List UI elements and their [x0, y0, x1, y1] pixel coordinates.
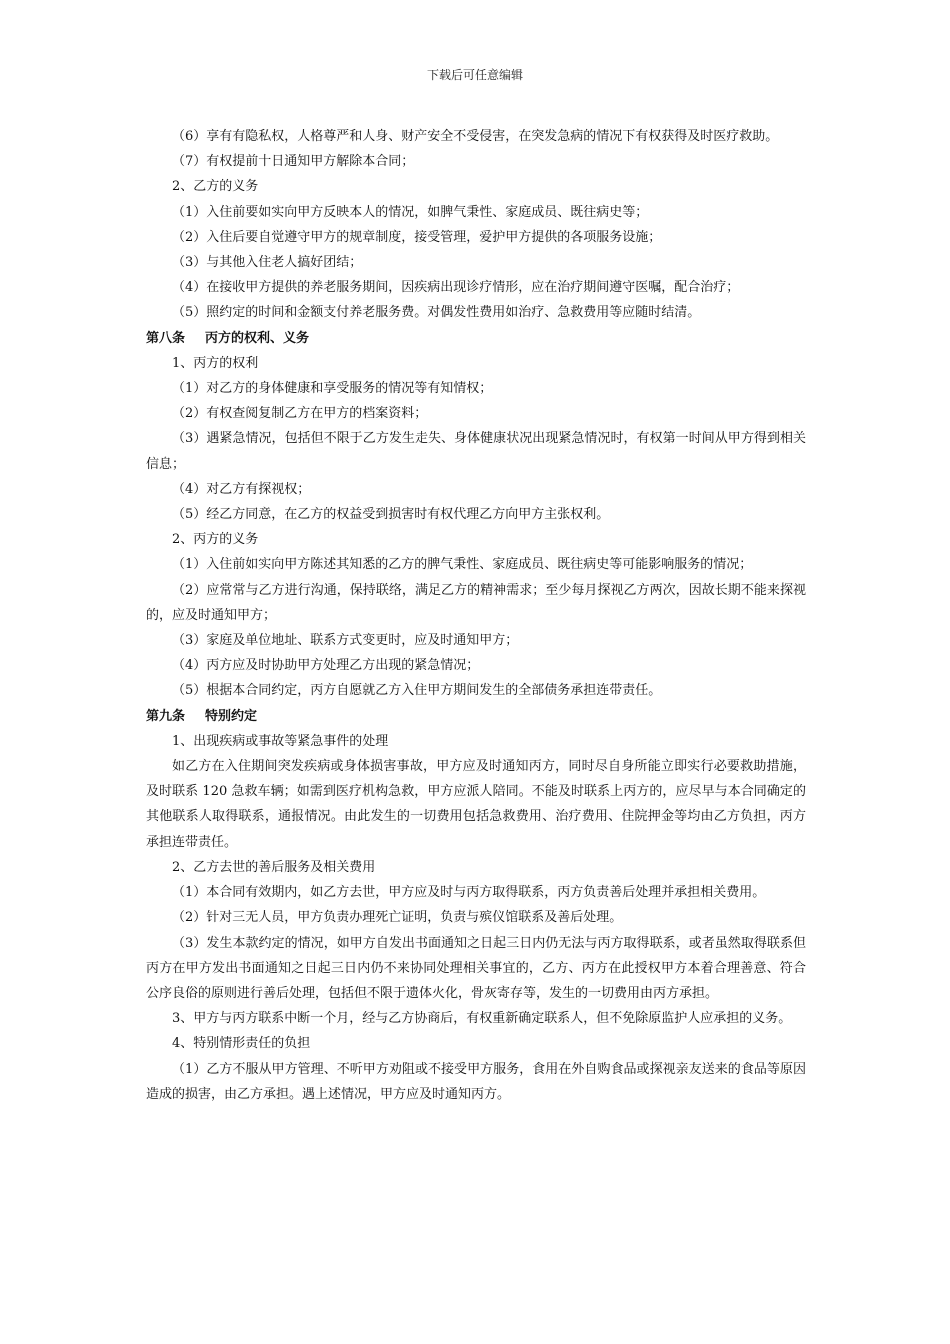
paragraph: （4）丙方应及时协助甲方处理乙方出现的紧急情况； — [172, 658, 480, 674]
paragraph: （3）发生本款约定的情况，如甲方自发出书面通知之日起三日内仍无法与丙方取得联系，或者虽然取得联系但丙方在甲方发出书面通知之日起三日内仍不来协同处理相关事宜的，乙方、丙方在此授权甲方本着合理善意、符合公序良俗的原则进行善后处理，包括但不限于遗体火化，骨灰寄存等，发生的一切费用由丙方承担。 — [146, 935, 806, 1001]
article-number: 第八条 — [146, 330, 186, 346]
paragraph: （1）入住前要如实向甲方反映本人的情况，如脾气秉性、家庭成员、既往病史等； — [172, 204, 649, 220]
page-header: 下载后可任意编辑 — [426, 68, 523, 82]
paragraph: 如乙方在入住期间突发疾病或身体损害事故，甲方应及时通知丙方，同时尽自身所能立即实行必要救助措施，及时联系 120 急救车辆；如需到医疗机构急救，甲方应派人陪同。不能及时联系上丙方的，应尽早与本合同确定的其他联系人取得联系，通报情况。由此发生的一切费用包括急救费用、治疗费用、住院押金等均由乙方负担，丙方承担连带责任。 — [146, 759, 806, 850]
paragraph: （7）有权提前十日通知甲方解除本合同； — [172, 154, 415, 170]
paragraph: （1）本合同有效期内，如乙方去世，甲方应及时与丙方取得联系，丙方负责善后处理并承担相关费用。 — [172, 885, 766, 901]
article-title: 特别约定 — [205, 708, 258, 724]
paragraph: 4、特别情形责任的负担 — [172, 1036, 311, 1052]
paragraph: （4）在接收甲方提供的养老服务期间，因疾病出现诊疗情形，应在治疗期间遵守医嘱，配合治疗； — [172, 280, 740, 296]
paragraph: （2）应常常与乙方进行沟通，保持联络，满足乙方的精神需求；至少每月探视乙方两次，因故长期不能来探视的，应及时通知甲方； — [146, 582, 806, 623]
paragraph: 2、乙方的义务 — [172, 179, 259, 195]
paragraph: （1）乙方不服从甲方管理、不听甲方劝阻或不接受甲方服务，食用在外自购食品或探视亲友送来的食品等原因造成的损害，由乙方承担。遇上述情况，甲方应及时通知丙方。 — [146, 1061, 806, 1102]
paragraph: （3）遇紧急情况，包括但不限于乙方发生走失、身体健康状况出现紧急情况时，有权第一时间从甲方得到相关信息； — [146, 431, 806, 472]
article-heading — [146, 704, 806, 729]
paragraph: 2、丙方的义务 — [172, 532, 259, 548]
paragraph: （2）入住后要自觉遵守甲方的规章制度，接受管理，爱护甲方提供的各项服务设施； — [172, 229, 662, 245]
paragraph: （6）享有有隐私权，人格尊严和人身、财产安全不受侵害，在突发急病的情况下有权获得及时医疗救助。 — [172, 129, 779, 144]
article-number: 第九条 — [146, 708, 186, 724]
paragraph: （1）对乙方的身体健康和享受服务的情况等有知情权； — [172, 381, 493, 397]
paragraph: 1、丙方的权利 — [172, 355, 259, 371]
document-body — [146, 124, 806, 1107]
paragraph: （5）经乙方同意，在乙方的权益受到损害时有权代理乙方向甲方主张权利。 — [172, 507, 610, 523]
paragraph: 1、出现疾病或事故等紧急事件的处理 — [172, 733, 389, 749]
article-title: 丙方的权利、义务 — [205, 330, 310, 346]
paragraph: 2、乙方去世的善后服务及相关费用 — [172, 859, 376, 875]
article-heading — [146, 326, 806, 351]
paragraph: （4）对乙方有探视权； — [172, 481, 311, 497]
paragraph: （3）家庭及单位地址、联系方式变更时，应及时通知甲方； — [172, 633, 519, 649]
paragraph: （2）针对三无人员，甲方负责办理死亡证明，负责与殡仪馆联系及善后处理。 — [172, 910, 623, 926]
paragraph: （5）照约定的时间和金额支付养老服务费。对偶发性费用如治疗、急救费用等应随时结清。 — [172, 305, 701, 321]
paragraph: （1）入住前如实向甲方陈述其知悉的乙方的脾气秉性、家庭成员、既往病史等可能影响服务的情况； — [172, 557, 753, 573]
paragraph: （2）有权查阅复制乙方在甲方的档案资料； — [172, 406, 428, 422]
paragraph: 3、甲方与丙方联系中断一个月，经与乙方协商后，有权重新确定联系人，但不免除原监护人应承担的义务。 — [172, 1011, 792, 1027]
paragraph: （5）根据本合同约定，丙方自愿就乙方入住甲方期间发生的全部债务承担连带责任。 — [172, 683, 662, 699]
paragraph: （3）与其他入住老人搞好团结； — [172, 255, 363, 271]
